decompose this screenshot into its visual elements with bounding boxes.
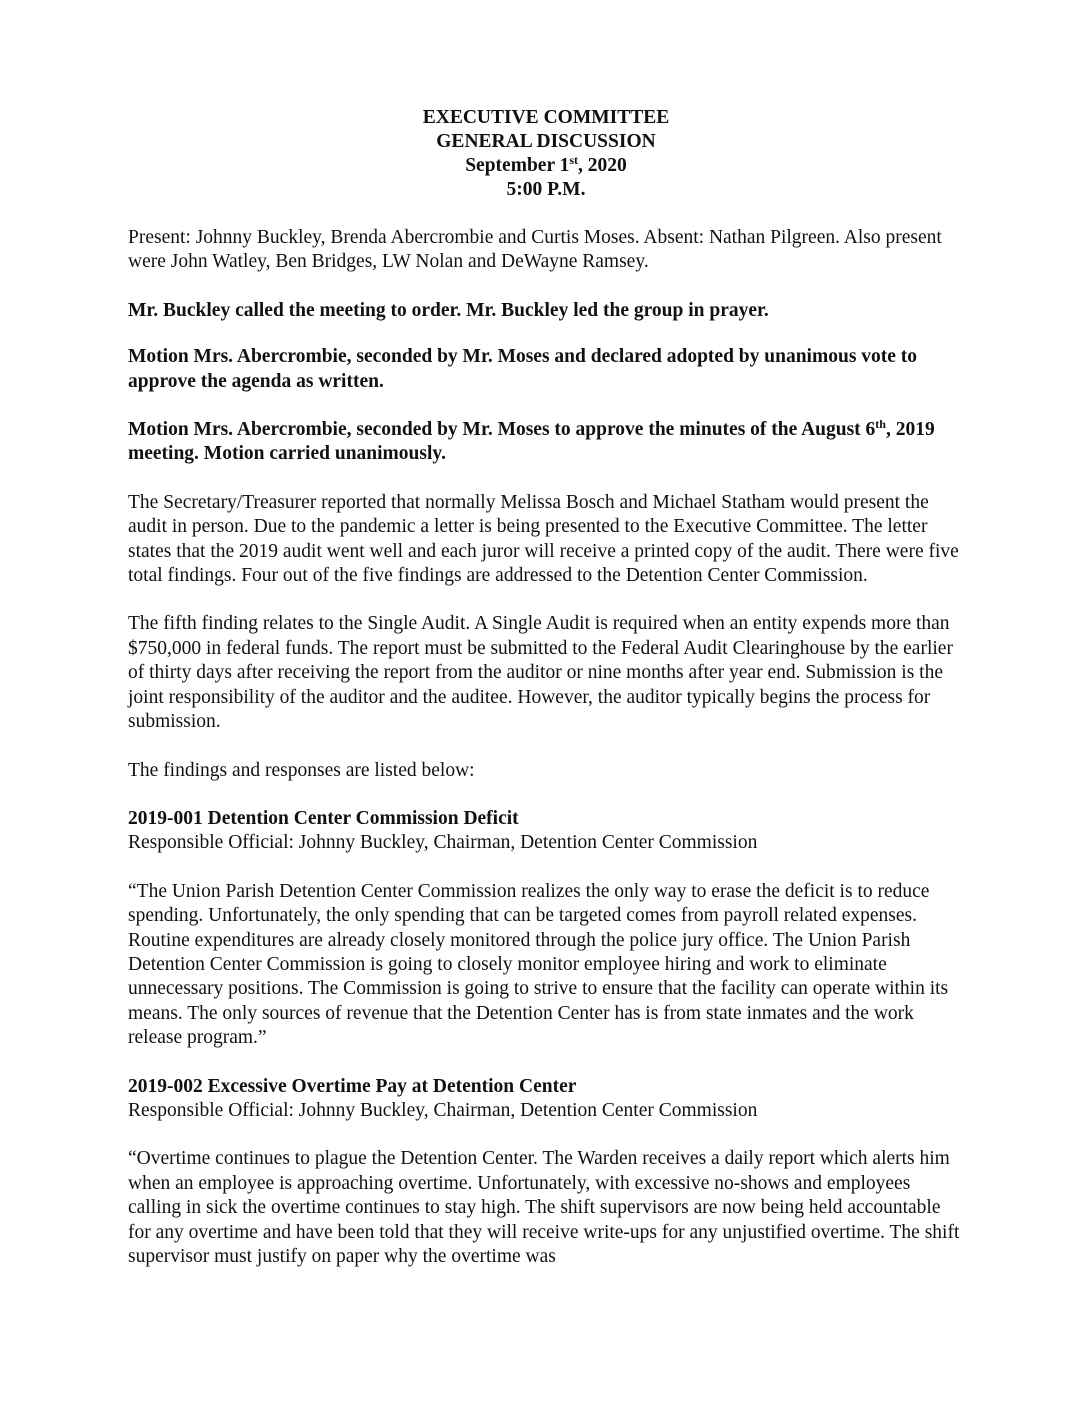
motion-minutes-before: Motion Mrs. Abercrombie, seconded by Mr. Moses to approve the minutes of the August 6 bbox=[128, 419, 876, 441]
attendance-paragraph: Present: Johnny Buckley, Brenda Abercrombie and Curtis Moses. Absent: Nathan Pilgreen. Also present were John Watley, Ben Bridges, LW Nolan and DeWayne Ramsey. bbox=[128, 227, 942, 273]
finding-official: Responsible Official: Johnny Buckley, Chairman, Detention Center Commission bbox=[128, 1099, 758, 1121]
finding-title: 2019-001 Detention Center Commission Deficit bbox=[128, 807, 519, 829]
finding-title: 2019-002 Excessive Overtime Pay at Detention Center bbox=[128, 1075, 577, 1097]
document-page bbox=[128, 106, 964, 1269]
finding-response: “The Union Parish Detention Center Commission realizes the only way to erase the deficit is to reduce spending. Unfortunately, the only spending that can be targeted comes from payroll related expenses. Routine expenditures are already closely monitored through the police jury office. The Union Parish Detention Center Commission is going to closely monitor employee hiring and work to eliminate unnecessary positions. The Commission is going to strive to ensure that the facility can operate within its means. The only sources of revenue that the Detention Center has is from state inmates and the work release program.” bbox=[128, 880, 949, 1049]
motion-minutes-sup: th bbox=[875, 417, 886, 432]
header-time: 5:00 P.M. bbox=[506, 179, 586, 200]
motion-minutes bbox=[128, 418, 964, 467]
header-date-sup: st bbox=[569, 153, 579, 167]
finding-response: “Overtime continues to plague the Detention Center. The Warden receives a daily report which alerts him when an employee is approaching overtime. Unfortunately, with excessive no-shows and employees calling in sick the overtime continues to stay high. The shift supervisors are now being held accountable for any overtime and have been told that they will receive write-ups for any unjustified overtime. The shift supervisor must justify on paper why the overtime was bbox=[128, 1148, 960, 1267]
header-date-main: September 1 bbox=[465, 155, 570, 176]
finding-block bbox=[128, 1075, 964, 1270]
finding-block bbox=[128, 807, 964, 1051]
header-subtitle: GENERAL DISCUSSION bbox=[436, 131, 656, 152]
motion-minutes-after: , 2019 meeting. Motion carried unanimously. bbox=[128, 419, 935, 465]
finding-official: Responsible Official: Johnny Buckley, Chairman, Detention Center Commission bbox=[128, 832, 758, 854]
header-title: EXECUTIVE COMMITTEE bbox=[422, 107, 670, 128]
header-date bbox=[128, 154, 964, 178]
fifth-finding-paragraph: The fifth finding relates to the Single Audit. A Single Audit is required when an entity expends more than $750,000 in federal funds. The report must be submitted to the Federal Audit Clearinghouse by the earlier of thirty days after receiving the report from the auditor or nine months after year end. Submission is the joint responsibility of the auditor and the auditee. However, the auditor typically begins the process for submission. bbox=[128, 613, 953, 733]
motion-agenda: Motion Mrs. Abercrombie, seconded by Mr. Moses and declared adopted by unanimous vote to approve the agenda as written. bbox=[128, 346, 918, 392]
call-to-order: Mr. Buckley called the meeting to order. Mr. Buckley led the group in prayer. bbox=[128, 299, 769, 321]
document-header bbox=[128, 106, 964, 202]
header-date-tail: , 2020 bbox=[578, 155, 627, 176]
audit-report-paragraph: The Secretary/Treasurer reported that normally Melissa Bosch and Michael Statham would present the audit in person. Due to the pandemic a letter is being presented to the Executive Committee. The letter states that the 2019 audit went well and each juror will receive a printed copy of the audit. There were five total findings. Four out of the five findings are addressed to the Detention Center Commission. bbox=[128, 491, 959, 587]
findings-intro: The findings and responses are listed below: bbox=[128, 759, 475, 781]
